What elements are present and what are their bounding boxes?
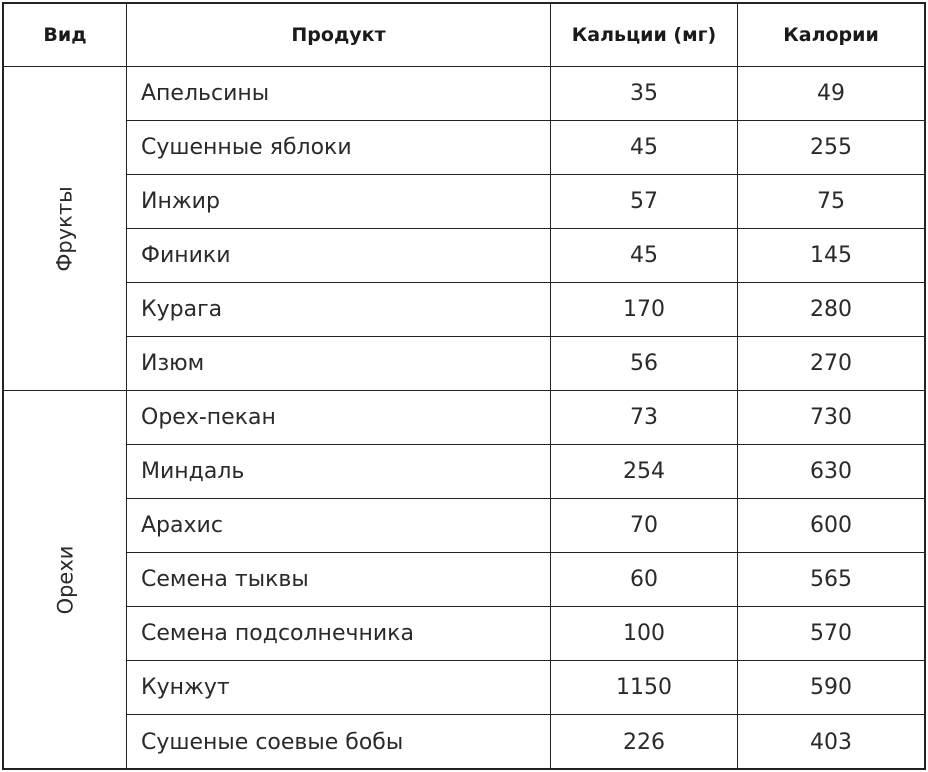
header-calories: Калории	[738, 4, 924, 67]
group-label-cell	[4, 67, 127, 391]
calcium-cell: 35	[551, 67, 738, 121]
calcium-cell: 170	[551, 283, 738, 337]
nutrition-table	[2, 2, 926, 770]
calories-cell: 270	[738, 337, 924, 391]
product-cell: Миндаль	[127, 445, 551, 499]
product-cell: Сушенные яблоки	[127, 121, 551, 175]
calcium-cell: 100	[551, 607, 738, 661]
product-cell: Апельсины	[127, 67, 551, 121]
calories-cell: 255	[738, 121, 924, 175]
product-cell: Семена тыквы	[127, 553, 551, 607]
calories-cell: 570	[738, 607, 924, 661]
calories-cell: 630	[738, 445, 924, 499]
calcium-cell: 57	[551, 175, 738, 229]
group-label: Орехи	[52, 545, 77, 615]
calories-cell: 49	[738, 67, 924, 121]
calcium-cell: 45	[551, 229, 738, 283]
calcium-cell: 226	[551, 715, 738, 769]
product-cell: Семена подсолнечника	[127, 607, 551, 661]
product-cell: Сушеные соевые бобы	[127, 715, 551, 769]
calcium-cell: 254	[551, 445, 738, 499]
calories-cell: 75	[738, 175, 924, 229]
header-kind: Вид	[4, 4, 127, 67]
product-cell: Арахис	[127, 499, 551, 553]
calcium-cell: 73	[551, 391, 738, 445]
calories-cell: 280	[738, 283, 924, 337]
group-label: Фрукты	[53, 185, 77, 272]
header-calcium: Кальции (мг)	[551, 4, 738, 67]
product-cell: Орех-пекан	[127, 391, 551, 445]
calories-cell: 590	[738, 661, 924, 715]
product-cell: Кунжут	[127, 661, 551, 715]
calcium-cell: 60	[551, 553, 738, 607]
calcium-cell: 1150	[551, 661, 738, 715]
calories-cell: 730	[738, 391, 924, 445]
calories-cell: 600	[738, 499, 924, 553]
group-label-cell	[4, 391, 127, 769]
header-product: Продукт	[127, 4, 551, 67]
calories-cell: 565	[738, 553, 924, 607]
product-cell: Курага	[127, 283, 551, 337]
product-cell: Инжир	[127, 175, 551, 229]
calcium-cell: 45	[551, 121, 738, 175]
calories-cell: 145	[738, 229, 924, 283]
product-cell: Изюм	[127, 337, 551, 391]
calcium-cell: 70	[551, 499, 738, 553]
calories-cell: 403	[810, 729, 852, 755]
calcium-cell: 56	[551, 337, 738, 391]
product-cell: Финики	[127, 229, 551, 283]
